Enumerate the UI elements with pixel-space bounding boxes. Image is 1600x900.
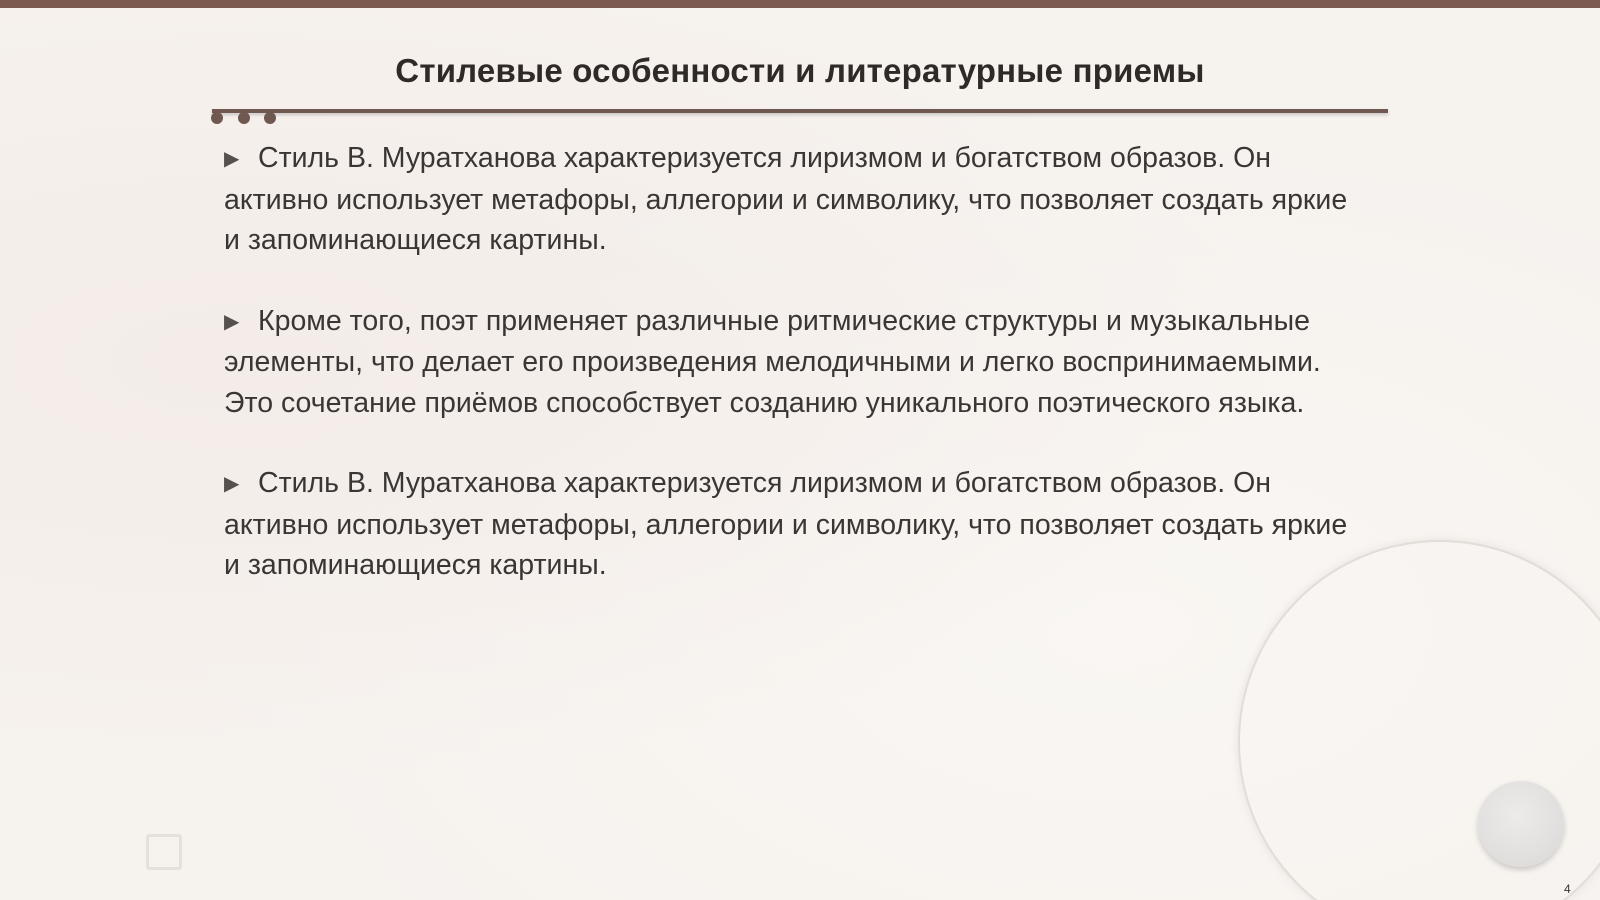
page-number: 4 [1564, 882, 1571, 896]
triangle-bullet-icon: ▶ [224, 148, 240, 170]
slide-title: Стилевые особенности и литературные приемы [395, 52, 1205, 89]
top-accent-band [0, 0, 1600, 8]
decorative-dot [211, 112, 223, 124]
bullet-paragraph [224, 301, 1364, 424]
triangle-bullet-icon: ▶ [224, 310, 240, 333]
decorative-circle-filled [1478, 781, 1564, 867]
decorative-dot [238, 112, 250, 124]
bullet-paragraph [224, 138, 1364, 261]
decorative-square [146, 834, 182, 870]
bullet-paragraph [224, 463, 1364, 586]
title-underline [212, 109, 1388, 113]
slide-content [224, 138, 1364, 626]
paragraph-text: Стиль В. Муратханова характеризуется лиризмом и богатством образов. Он активно использует метафоры, аллегории и символику, что позволяет создать яркие и запоминающиеся картины. [224, 467, 1348, 581]
decorative-dot [264, 112, 276, 124]
paragraph-text: Кроме того, поэт применяет различные ритмические структуры и музыкальные элементы, что делает его произведения мелодичными и легко воспринимаемыми. Это сочетание приёмов способствует созданию уникального поэтического языка. [224, 304, 1321, 419]
paragraph-text: Стиль В. Муратханова характеризуется лиризмом и богатством образов. Он активно использует метафоры, аллегории и символику, что позволяет создать яркие и запоминающиеся картины. [224, 142, 1348, 256]
triangle-bullet-icon: ▶ [224, 473, 240, 495]
